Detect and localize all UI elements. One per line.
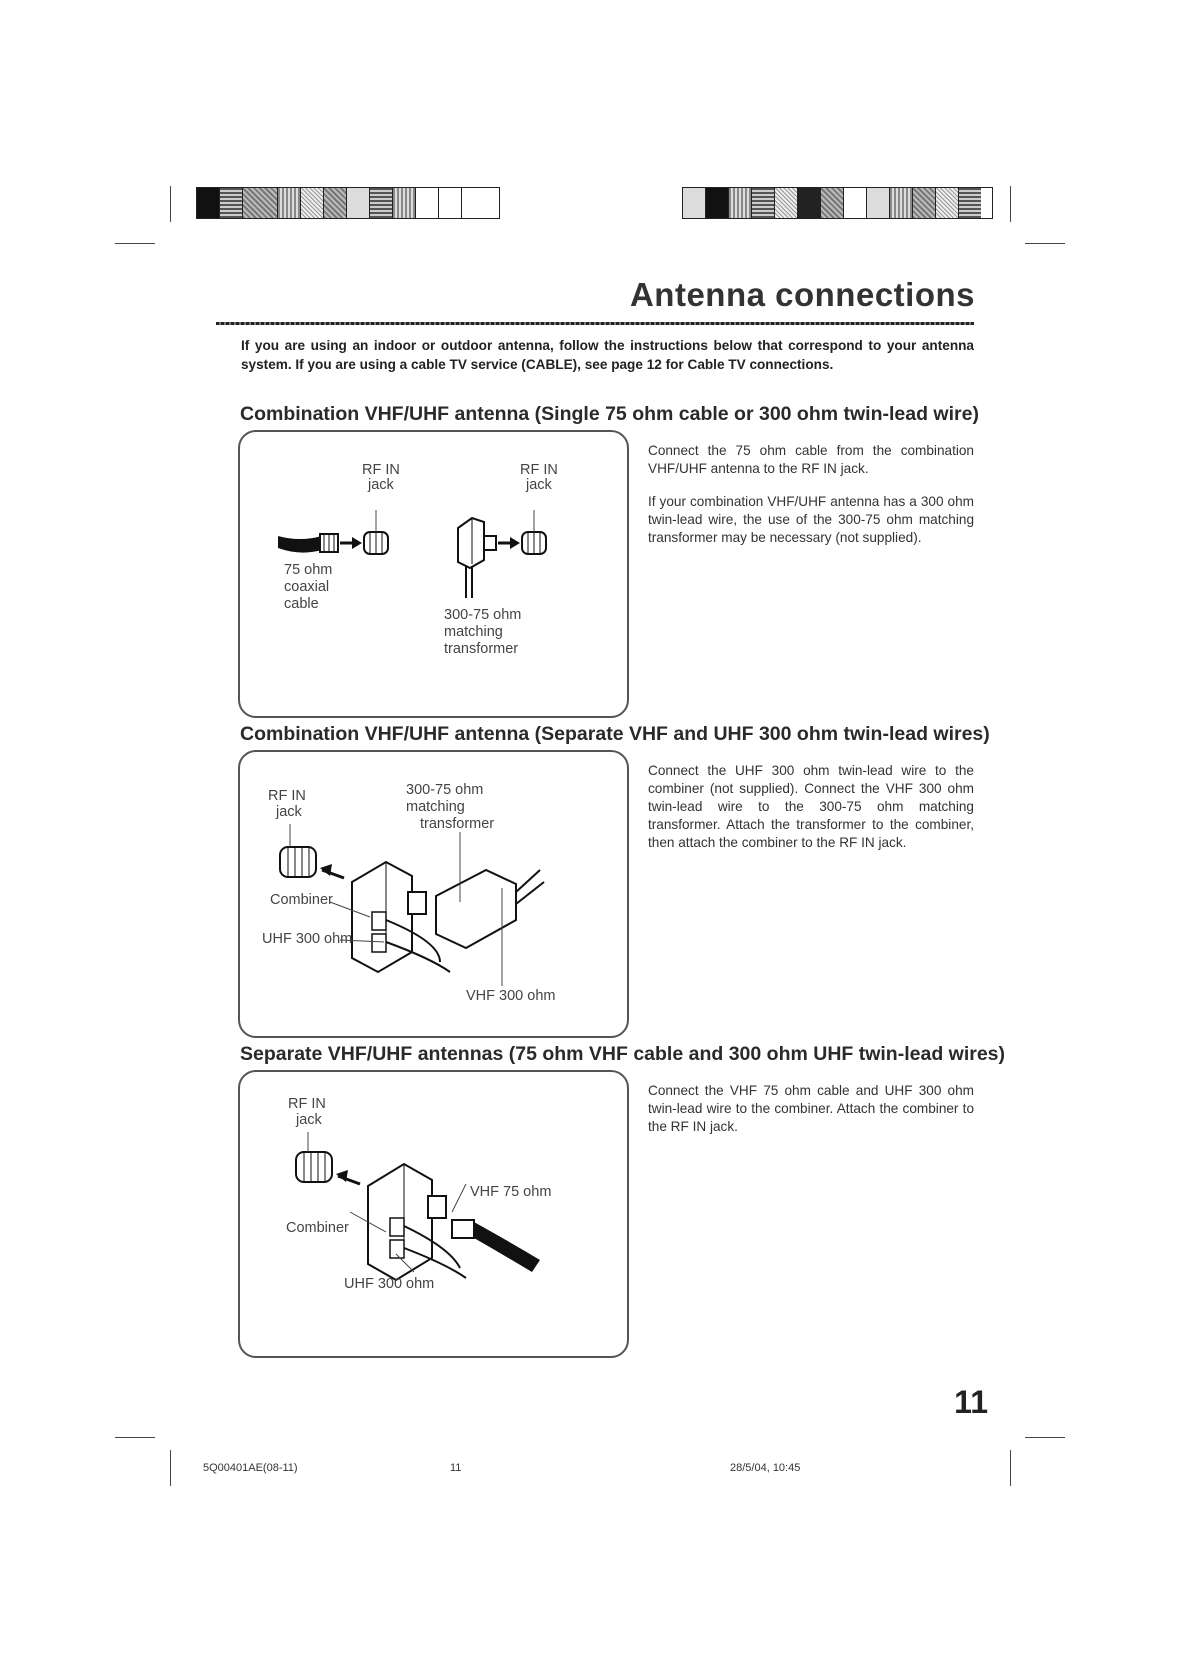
- crop-mark: [115, 243, 155, 244]
- uhf-label: UHF 300 ohm: [344, 1276, 435, 1292]
- rf-in-label: RF IN: [520, 462, 558, 478]
- diagram-2: [238, 750, 629, 1038]
- section-3-heading: Separate VHF/UHF antennas (75 ohm VHF cable and 300 ohm UHF twin-lead wires): [240, 1043, 1006, 1065]
- crop-mark: [170, 186, 171, 222]
- crop-mark: [1010, 186, 1011, 222]
- intro-text: If you are using an indoor or outdoor antenna, follow the instructions below that correspond to your antenna system. If you are using a cable TV service (CABLE), see page 12 for Cable TV connections.: [241, 338, 974, 372]
- paragraph: Connect the UHF 300 ohm twin-lead wire to the combiner (not supplied). Connect the VHF 300 ohm twin-lead wire to the 300-75 ohm matching transformer. Attach the transformer to the combiner, then attach the combiner to the RF IN jack.: [648, 763, 974, 850]
- color-bar-right: [682, 187, 993, 219]
- crop-mark: [1010, 1450, 1011, 1486]
- transformer-label: matching: [406, 799, 465, 815]
- transformer-label: matching: [444, 624, 503, 640]
- footer-timestamp: 28/5/04, 10:45: [730, 1462, 801, 1474]
- jack-label: jack: [368, 477, 394, 493]
- section-3-description: [648, 1082, 974, 1151]
- coax-label: 75 ohm: [284, 562, 333, 578]
- vhf-label: VHF 75 ohm: [470, 1184, 552, 1200]
- rf-in-label: RF IN: [288, 1096, 326, 1112]
- paragraph: Connect the 75 ohm cable from the combination VHF/UHF antenna to the RF IN jack.: [648, 443, 974, 476]
- transformer-label: transformer: [420, 816, 495, 832]
- crop-mark: [1025, 243, 1065, 244]
- paragraph: Connect the VHF 75 ohm cable and UHF 300 ohm twin-lead wire to the combiner. Attach the combiner to the RF IN jack.: [648, 1083, 974, 1134]
- section-1-description: [648, 442, 974, 562]
- vhf-label: VHF 300 ohm: [466, 988, 556, 1004]
- coax-label: cable: [284, 596, 319, 612]
- footer-code: 5Q00401AE(08-11): [203, 1462, 298, 1474]
- section-2-description: [648, 762, 974, 867]
- combiner-label: Combiner: [270, 892, 333, 908]
- page-number: 11: [954, 1384, 988, 1420]
- transformer-label: transformer: [444, 641, 519, 657]
- combiner-label: Combiner: [286, 1220, 349, 1236]
- crop-mark: [1025, 1437, 1065, 1438]
- jack-label: jack: [296, 1112, 322, 1128]
- footer-page: 11: [450, 1462, 462, 1474]
- crop-mark: [170, 1450, 171, 1486]
- diagram-3: [238, 1070, 629, 1358]
- section-1-heading: Combination VHF/UHF antenna (Single 75 ohm cable or 300 ohm twin-lead wire): [240, 403, 979, 425]
- diagram-1: [238, 430, 629, 718]
- page-title: Antenna connections: [629, 276, 975, 313]
- coax-label: coaxial: [284, 579, 330, 595]
- jack-label: jack: [276, 804, 302, 820]
- paragraph: If your combination VHF/UHF antenna has a 300 ohm twin-lead wire, the use of the 300-75 ohm matching transformer may be necessary (not supplied).: [648, 494, 974, 545]
- transformer-label: 300-75 ohm: [444, 607, 522, 623]
- jack-label: jack: [526, 477, 552, 493]
- section-2-heading: Combination VHF/UHF antenna (Separate VHF and UHF 300 ohm twin-lead wires): [240, 723, 990, 745]
- rf-in-label: RF IN: [268, 788, 306, 804]
- transformer-label: 300-75 ohm: [406, 782, 484, 798]
- color-bar-left: [196, 187, 500, 219]
- rf-in-label: RF IN: [362, 462, 400, 478]
- uhf-label: UHF 300 ohm: [262, 931, 353, 947]
- crop-mark: [115, 1437, 155, 1438]
- title-rule: [216, 322, 974, 325]
